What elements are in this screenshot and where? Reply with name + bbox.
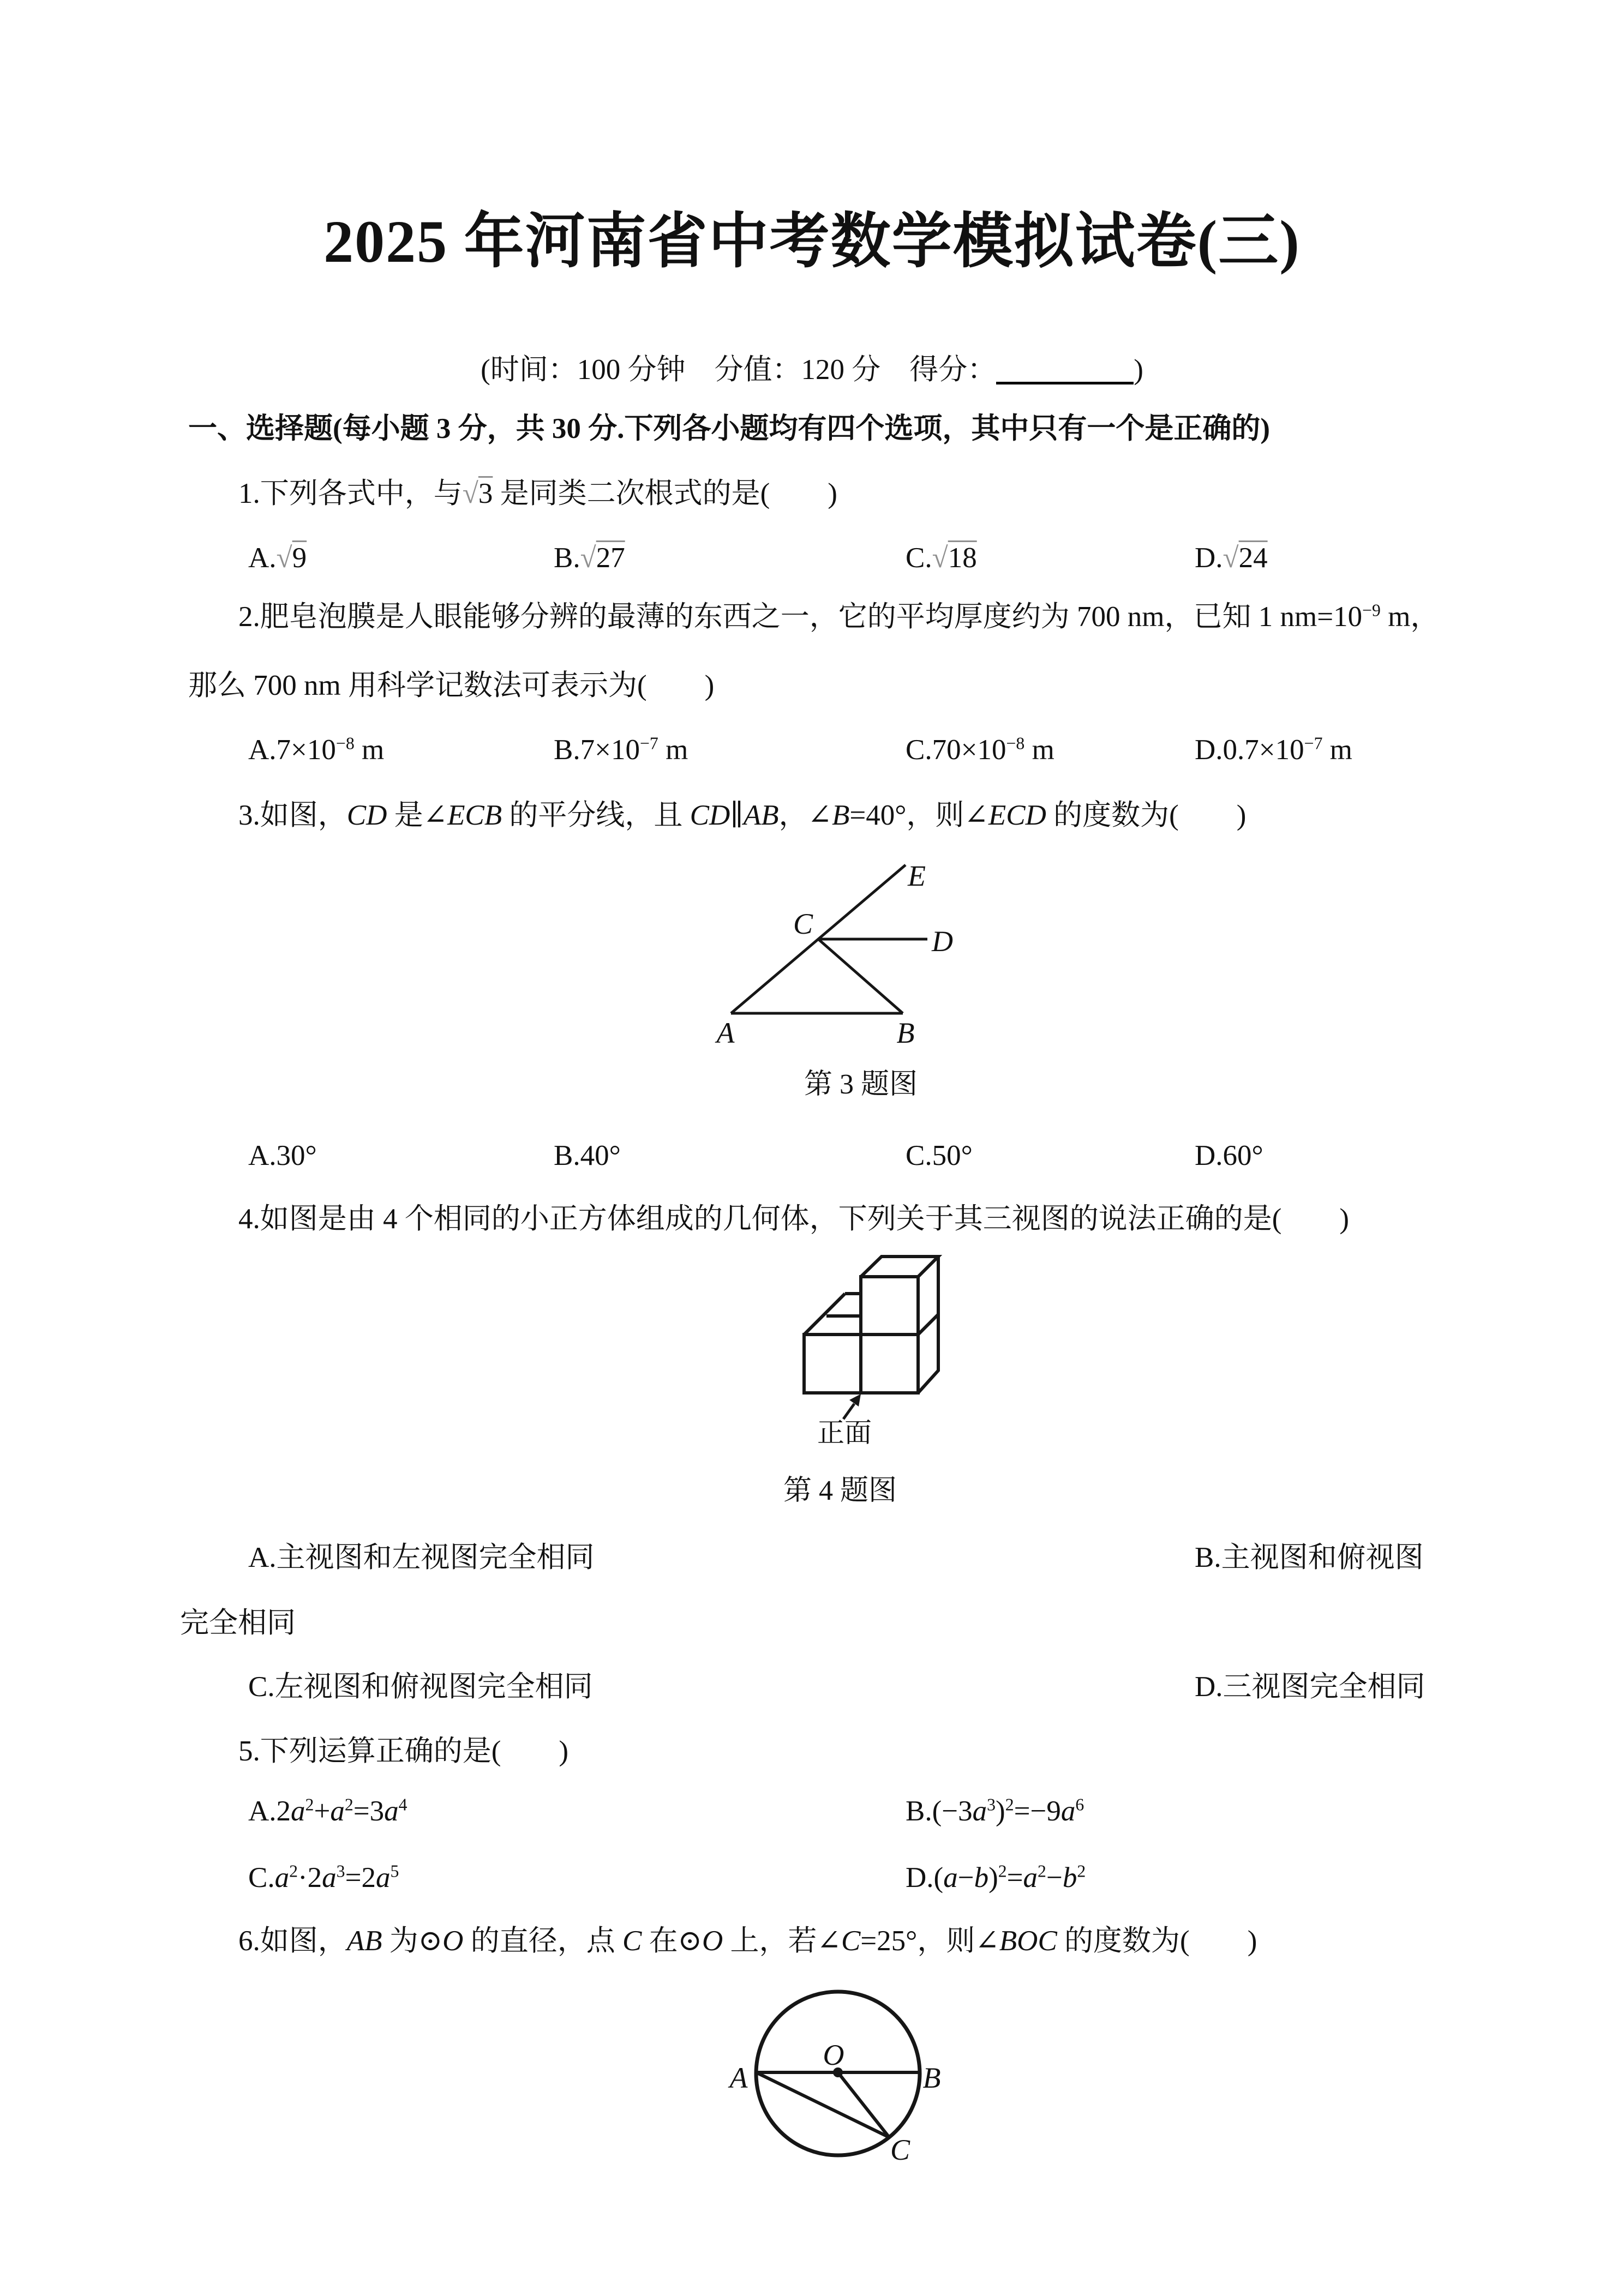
q6-radius-OC	[838, 2072, 889, 2137]
q5-option-b: $B.(-3a^3)^2=-9a^6$	[906, 1795, 1084, 1827]
q4-option-d: D.三视图完全相同	[1195, 1671, 1425, 1703]
q3-option-c: C.50°	[906, 1140, 973, 1171]
q5-stem: 5.下列运算正确的是( )	[238, 1735, 569, 1767]
q6-label-A: A	[729, 2061, 748, 2094]
q4-figure-caption: 第 4 题图	[783, 1475, 897, 1506]
q3-label-D: D	[932, 925, 953, 958]
q4-option-a: A.主视图和左视图完全相同	[248, 1542, 595, 1573]
q6-label-O: O	[823, 2039, 844, 2071]
q3-figure-caption: 第 3 题图	[804, 1069, 918, 1100]
q4-stem: 4.如图是由 4 个相同的小正方体组成的几何体，下列关于其三视图的说法正确的是( )	[238, 1203, 1350, 1235]
q3-option-d: D.60°	[1195, 1140, 1263, 1171]
q3-option-b: B.40°	[554, 1140, 621, 1171]
q3-label-C: C	[793, 907, 813, 940]
exam-meta-line	[0, 352, 1624, 388]
q3-label-A: A	[716, 1017, 735, 1049]
q6-figure	[709, 1972, 960, 2179]
section-1-heading: 一、选择题(每小题 3 分，共 30 分.下列各小题均有四个选项，其中只有一个是正确的)	[188, 413, 1271, 444]
q4-option-c: C.左视图和俯视图完全相同	[248, 1671, 593, 1703]
q1-option-a: A.√9	[248, 542, 307, 574]
q6-label-C: C	[890, 2133, 910, 2166]
q4-figure	[786, 1243, 960, 1423]
q5-option-d: $D.(a-b)^2=a^2-b^2$	[906, 1861, 1086, 1894]
q4-cubes-outline	[804, 1257, 938, 1393]
q2-option-a: $A.7\times 10^{-8}$ m	[248, 734, 385, 766]
q1-option-c: C.√18	[906, 542, 977, 574]
q1-option-d: D.√24	[1195, 542, 1268, 574]
q2-stem-line2: 那么 700 nm 用科学记数法可表示为( )	[188, 670, 715, 701]
q6-stem: 6.如图，AB 为⊙O 的直径，点 C 在⊙O 上，若∠C=25°，则∠BOC 的度数为( )	[238, 1925, 1257, 1957]
q1-stem: 1.下列各式中，与√3 是同类二次根式的是( )	[238, 478, 837, 509]
q5-option-a: $A.2a^2+a^2=3a^4$	[248, 1795, 408, 1827]
q3-option-a: A.30°	[248, 1140, 317, 1171]
exam-meta-close-paren: )	[1134, 354, 1143, 386]
q6-label-B: B	[922, 2061, 941, 2094]
exam-meta-text: (时间：100 分钟 分值：120 分 得分：	[481, 354, 997, 386]
q3-label-B: B	[896, 1017, 915, 1049]
q3-figure	[676, 851, 971, 1069]
q2-option-d: $D.0.7\times 10^{-7}$ m	[1195, 734, 1352, 766]
q2-stem-line1: 2.肥皂泡膜是人眼能够分辨的最薄的东西之一，它的平均厚度约为 700 nm，已知 1 $nm=10^{-9}$ m，	[238, 600, 1440, 633]
q2-option-b: $B.7\times 10^{-7}$ m	[554, 734, 688, 766]
q5-option-c: $C.a^2\cdot 2a^3=2a^5$	[248, 1861, 399, 1894]
q3-stem: 3.如图，CD 是∠ECB 的平分线，且 CD∥AB，∠B=40°，则∠ECD 的度数为( )	[238, 800, 1247, 831]
q2-option-c: $C.70\times 10^{-8}$ m	[906, 734, 1054, 766]
q4-option-b: B.主视图和俯视图	[1195, 1542, 1424, 1573]
q3-line-CB	[818, 939, 903, 1013]
q3-label-E: E	[908, 860, 926, 892]
q1-option-b: B.√27	[554, 542, 625, 574]
page-title: 2025 年河南省中考数学模拟试卷(三)	[323, 208, 1301, 275]
score-blank-line	[996, 354, 1134, 384]
q4-front-label: 正面	[817, 1417, 872, 1448]
q4-option-b-wrap: 完全相同	[180, 1607, 296, 1639]
